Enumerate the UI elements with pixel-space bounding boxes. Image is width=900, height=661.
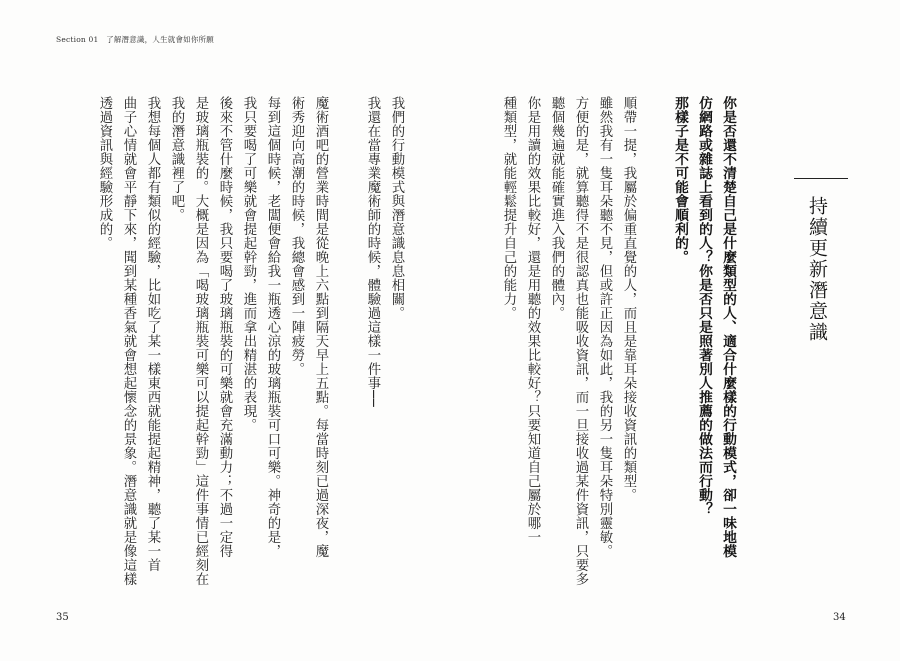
running-header: Section 01 了解潛意識，人生就會如你所願 [56, 35, 214, 44]
body-line: 雖然我有一隻耳朵聽不見，但或許正因為如此，我的另一隻耳朵特別靈敏。 [597, 96, 612, 558]
body-line: 曲子心情就會平靜下來，聞到某種香氣就會想起懷念的景象。潛意識就是像這樣 [121, 96, 136, 586]
body-line: 我只要喝了可樂就會提起幹勁，進而拿出精湛的表現。 [241, 96, 256, 432]
lead-line-3: 那樣子是不可能會順利的。 [672, 96, 688, 264]
page-number-left: 35 [56, 612, 69, 623]
body-line: 聽個幾遍就能確實進入我們的體內。 [549, 96, 564, 320]
body-line: 我還在當專業魔術師的時候，體驗過這樣一件事── [365, 96, 380, 408]
body-line: 方便的是，就算聽得不是很認真也能吸收資訊，而一旦接收過某件資訊，只要多 [573, 96, 588, 586]
body-line: 我們的行動模式與潛意識息息相關。 [389, 96, 404, 320]
body-line: 是玻璃瓶裝的。大概是因為「喝玻璃瓶裝可樂可以提起幹勁」這件事情已經刻在 [193, 96, 208, 586]
section-title: 持續更新潛意識 [806, 196, 828, 343]
lead-line-1: 你是否還不清楚自己是什麼類型的人、適合什麼樣的行動模式，卻一味地模 [720, 96, 736, 558]
lead-line-2: 仿網路或雜誌上看到的人？你是否只是照著別人推薦的做法而行動？ [696, 96, 712, 516]
body-line: 我的潛意識裡了吧。 [169, 96, 184, 222]
body-line: 術秀迎向高潮的時候，我總會感到一陣疲勞。 [289, 96, 304, 376]
page-number-right: 34 [833, 612, 846, 623]
body-line: 透過資訊與經驗形成的。 [97, 96, 112, 250]
body-line: 魔術酒吧的營業時間是從晚上六點到隔天早上五點。每當時刻已過深夜，魔 [313, 96, 328, 558]
body-line: 我想每個人都有類似的經驗，比如吃了某一樣東西就能提起精神，聽了某一首 [145, 96, 160, 572]
body-line: 每到這個時候，老闆便會給我一瓶透心涼的玻璃瓶裝可口可樂。神奇的是， [265, 96, 280, 558]
body-line: 後來不管什麼時候，我只要喝了玻璃瓶裝的可樂就會充滿動力；不過一定得 [217, 96, 232, 558]
body-line: 順帶一提，我屬於偏重直覺的人，而且是靠耳朵接收資訊的類型。 [621, 96, 636, 502]
title-rule [794, 178, 848, 179]
body-line: 你是用讀的效果比較好，還是用聽的效果比較好？只要知道自己屬於哪一 [525, 96, 540, 544]
body-line: 種類型，就能輕鬆提升自己的能力。 [501, 96, 516, 320]
